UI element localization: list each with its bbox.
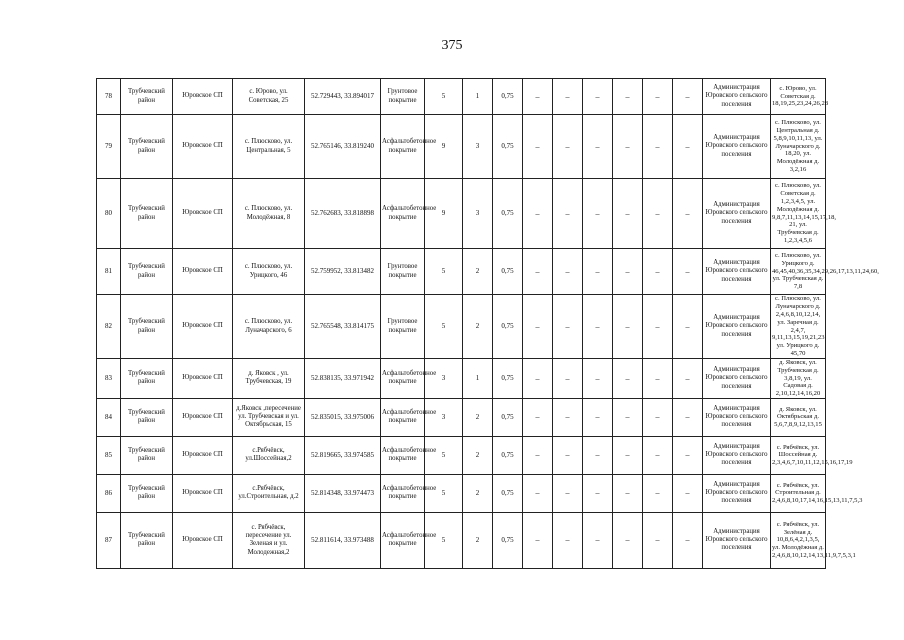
dash-cell: –	[643, 249, 673, 295]
district-cell: Трубчевский район	[121, 512, 173, 568]
address-cell: д. Яковск , ул. Трубчевская, 19	[233, 359, 305, 399]
coordinates-cell: 52.765548, 33.814175	[305, 295, 381, 359]
dash-cell: –	[583, 179, 613, 249]
surface-cell: Грунтовое покрытие	[381, 249, 425, 295]
area-cell: 5	[425, 474, 463, 512]
dash-cell: –	[553, 359, 583, 399]
dash-cell: –	[553, 512, 583, 568]
volume-cell: 0,75	[493, 359, 523, 399]
dash-cell: –	[553, 436, 583, 474]
area-cell: 5	[425, 249, 463, 295]
dash-cell: –	[643, 512, 673, 568]
table-row	[97, 474, 826, 512]
dash-cell: –	[673, 295, 703, 359]
owner-cell: Администрация Юровского сельского поселения	[703, 79, 771, 115]
district-cell: Трубчевский район	[121, 115, 173, 179]
row-number: 81	[97, 249, 121, 295]
settlement-cell: Юровское СП	[173, 249, 233, 295]
table-row	[97, 295, 826, 359]
owner-cell: Администрация Юровского сельского поселения	[703, 436, 771, 474]
dash-cell: –	[523, 436, 553, 474]
dash-cell: –	[553, 79, 583, 115]
surface-cell: Асфальтобетонное покрытие	[381, 512, 425, 568]
table-row	[97, 115, 826, 179]
table-row	[97, 359, 826, 399]
row-number: 84	[97, 398, 121, 436]
volume-cell: 0,75	[493, 179, 523, 249]
dash-cell: –	[583, 436, 613, 474]
dash-cell: –	[523, 179, 553, 249]
settlement-cell: Юровское СП	[173, 359, 233, 399]
address-cell: с. Плюсково, ул. Молодёжная, 8	[233, 179, 305, 249]
volume-cell: 0,75	[493, 79, 523, 115]
dash-cell: –	[613, 436, 643, 474]
dash-cell: –	[673, 115, 703, 179]
served-addresses-cell: д. Яковск, ул. Октябрьская д. 5,6,7,8,9,12,13,15	[771, 398, 826, 436]
owner-cell: Администрация Юровского сельского поселения	[703, 359, 771, 399]
address-cell: д.Яковск ,пересечение ул. Трубчевская и ул. Октябрьская, 15	[233, 398, 305, 436]
owner-cell: Администрация Юровского сельского поселения	[703, 398, 771, 436]
dash-cell: –	[553, 249, 583, 295]
district-cell: Трубчевский район	[121, 295, 173, 359]
volume-cell: 0,75	[493, 295, 523, 359]
area-cell: 5	[425, 295, 463, 359]
containers-cell: 1	[463, 359, 493, 399]
dash-cell: –	[583, 398, 613, 436]
dash-cell: –	[613, 295, 643, 359]
containers-cell: 3	[463, 115, 493, 179]
dash-cell: –	[553, 115, 583, 179]
dash-cell: –	[643, 179, 673, 249]
dash-cell: –	[673, 249, 703, 295]
coordinates-cell: 52.819665, 33.974585	[305, 436, 381, 474]
table-row	[97, 512, 826, 568]
row-number: 82	[97, 295, 121, 359]
dash-cell: –	[583, 79, 613, 115]
dash-cell: –	[613, 359, 643, 399]
surface-cell: Грунтовое покрытие	[381, 79, 425, 115]
owner-cell: Администрация Юровского сельского поселения	[703, 295, 771, 359]
coordinates-cell: 52.759952, 33.813482	[305, 249, 381, 295]
served-addresses-cell: с. Рябчёвск, ул. Строительная д. 2,4,6,8,10,17,14,16,15,13,11,7,5,3	[771, 474, 826, 512]
dash-cell: –	[553, 295, 583, 359]
district-cell: Трубчевский район	[121, 436, 173, 474]
dash-cell: –	[613, 79, 643, 115]
volume-cell: 0,75	[493, 436, 523, 474]
owner-cell: Администрация Юровского сельского поселения	[703, 474, 771, 512]
page-number: 375	[441, 38, 463, 53]
volume-cell: 0,75	[493, 512, 523, 568]
served-addresses-cell: д. Яковск, ул. Трубчевская д. 3,8,19, ул. Садовая д. 2,10,12,14,16,20	[771, 359, 826, 399]
owner-cell: Администрация Юровского сельского поселения	[703, 249, 771, 295]
row-number: 80	[97, 179, 121, 249]
owner-cell: Администрация Юровского сельского поселения	[703, 115, 771, 179]
waste-sites-table	[96, 78, 879, 569]
address-cell: с. Плюсково, ул. Центральная, 5	[233, 115, 305, 179]
row-number: 86	[97, 474, 121, 512]
dash-cell: –	[583, 474, 613, 512]
table-row	[97, 79, 826, 115]
dash-cell: –	[643, 474, 673, 512]
volume-cell: 0,75	[493, 398, 523, 436]
dash-cell: –	[583, 359, 613, 399]
dash-cell: –	[673, 79, 703, 115]
coordinates-cell: 52.762683, 33.818898	[305, 179, 381, 249]
settlement-cell: Юровское СП	[173, 115, 233, 179]
volume-cell: 0,75	[493, 249, 523, 295]
dash-cell: –	[613, 115, 643, 179]
row-number: 87	[97, 512, 121, 568]
containers-cell: 3	[463, 179, 493, 249]
served-addresses-cell: с. Рябчёвск, ул. Шоссейная д. 2,3,4,6,7,10,11,12,15,16,17,19	[771, 436, 826, 474]
dash-cell: –	[523, 115, 553, 179]
area-cell: 3	[425, 398, 463, 436]
dash-cell: –	[673, 474, 703, 512]
dash-cell: –	[613, 398, 643, 436]
containers-cell: 1	[463, 79, 493, 115]
address-cell: с. Плюсково, ул. Урицкого, 46	[233, 249, 305, 295]
table-row	[97, 179, 826, 249]
containers-cell: 2	[463, 512, 493, 568]
district-cell: Трубчевский район	[121, 359, 173, 399]
row-number: 79	[97, 115, 121, 179]
settlement-cell: Юровское СП	[173, 512, 233, 568]
dash-cell: –	[523, 79, 553, 115]
settlement-cell: Юровское СП	[173, 295, 233, 359]
containers-cell: 2	[463, 474, 493, 512]
row-number: 78	[97, 79, 121, 115]
dash-cell: –	[643, 79, 673, 115]
table-row	[97, 436, 826, 474]
district-cell: Трубчевский район	[121, 398, 173, 436]
district-cell: Трубчевский район	[121, 474, 173, 512]
address-cell: с.Рябчёвск, ул.Строительная, д.2	[233, 474, 305, 512]
dash-cell: –	[583, 115, 613, 179]
coordinates-cell: 52.838135, 33.971942	[305, 359, 381, 399]
dash-cell: –	[613, 512, 643, 568]
served-addresses-cell: с. Плюсково, ул. Луначарского д. 2,4,6,8,10,12,14, ул. Заречная д. 2,4,7, 9,11,13,15,19,21,23 ул. Урицкого д. 45,70	[772, 295, 825, 357]
served-addresses-cell: с. Плюсково, ул. Урицкого д. 46,45,40,36,35,34,29,26,17,13,11,24,60, ул. Трубчевская д. 7,8	[771, 249, 826, 295]
dash-cell: –	[643, 295, 673, 359]
district-cell: Трубчевский район	[121, 249, 173, 295]
dash-cell: –	[673, 179, 703, 249]
address-cell: с. Рябчёвск, пересечение ул. Зеленая и ул. Молодежная,2	[233, 512, 305, 568]
dash-cell: –	[613, 474, 643, 512]
surface-cell: Грунтовое покрытие	[381, 295, 425, 359]
address-cell: с.Рябчёвск, ул.Шоссейная,2	[233, 436, 305, 474]
settlement-cell: Юровское СП	[173, 474, 233, 512]
dash-cell: –	[673, 398, 703, 436]
dash-cell: –	[643, 115, 673, 179]
settlement-cell: Юровское СП	[173, 398, 233, 436]
dash-cell: –	[673, 512, 703, 568]
dash-cell: –	[643, 359, 673, 399]
address-cell: с. Плюсково, ул. Луначарского, 6	[233, 295, 305, 359]
dash-cell: –	[523, 512, 553, 568]
area-cell: 9	[425, 115, 463, 179]
volume-cell: 0,75	[493, 474, 523, 512]
served-addresses-cell: с. Рябчёвск, ул. Зелёная д. 10,8,6,4,2,1,3,5, ул. Молодёжная д. 2,4,6,8,10,12,14,13,11,9,7,5,3,1	[771, 512, 826, 568]
dash-cell: –	[643, 436, 673, 474]
area-cell: 5	[425, 512, 463, 568]
area-cell: 3	[425, 359, 463, 399]
coordinates-cell: 52.729443, 33.894017	[305, 79, 381, 115]
row-number: 83	[97, 359, 121, 399]
owner-cell: Администрация Юровского сельского поселения	[703, 512, 771, 568]
coordinates-cell: 52.811614, 33.973488	[305, 512, 381, 568]
surface-cell: Асфальтобетонное покрытие	[381, 436, 425, 474]
dash-cell: –	[553, 474, 583, 512]
coordinates-cell: 52.835015, 33.975006	[305, 398, 381, 436]
dash-cell: –	[523, 249, 553, 295]
dash-cell: –	[673, 436, 703, 474]
coordinates-cell: 52.765146, 33.819240	[305, 115, 381, 179]
dash-cell: –	[583, 295, 613, 359]
served-addresses-cell: с. Юрово, ул. Советская д. 18,19,25,23,24,26,28	[771, 79, 826, 115]
surface-cell: Асфальтобетонное покрытие	[381, 115, 425, 179]
settlement-cell: Юровское СП	[173, 179, 233, 249]
served-addresses-cell: с. Плюсково, ул. Центральная д. 5,8,9,10,11,13, ул. Луначарского д. 18,20, ул. Молодёжная д. 3,2,16	[771, 115, 826, 179]
dash-cell: –	[583, 249, 613, 295]
surface-cell: Асфальтобетонное покрытие	[381, 398, 425, 436]
dash-cell: –	[523, 295, 553, 359]
containers-cell: 2	[463, 295, 493, 359]
served-addresses-cell: с. Плюсково, ул. Советская д. 1,2,3,4,5, ул. Молодёжная д. 9,8,7,11,13,14,15,17,18, 21, ул. Трубчевская д. 1,2,3,4,5,6	[771, 179, 826, 249]
dash-cell: –	[673, 359, 703, 399]
dash-cell: –	[523, 398, 553, 436]
coordinates-cell: 52.814348, 33.974473	[305, 474, 381, 512]
row-number: 85	[97, 436, 121, 474]
address-cell: с. Юрово, ул. Советская, 25	[233, 79, 305, 115]
dash-cell: –	[583, 512, 613, 568]
dash-cell: –	[523, 359, 553, 399]
area-cell: 5	[425, 79, 463, 115]
district-cell: Трубчевский район	[121, 79, 173, 115]
dash-cell: –	[613, 179, 643, 249]
district-cell: Трубчевский район	[121, 179, 173, 249]
surface-cell: Асфальтобетонное покрытие	[381, 359, 425, 399]
area-cell: 5	[425, 436, 463, 474]
volume-cell: 0,75	[493, 115, 523, 179]
settlement-cell: Юровское СП	[173, 436, 233, 474]
dash-cell: –	[613, 249, 643, 295]
owner-cell: Администрация Юровского сельского поселения	[703, 179, 771, 249]
containers-cell: 2	[463, 249, 493, 295]
table-row	[97, 249, 826, 295]
area-cell: 9	[425, 179, 463, 249]
settlement-cell: Юровское СП	[173, 79, 233, 115]
surface-cell: Асфальтобетонное покрытие	[381, 474, 425, 512]
dash-cell: –	[523, 474, 553, 512]
table-row	[97, 398, 826, 436]
dash-cell: –	[553, 179, 583, 249]
dash-cell: –	[553, 398, 583, 436]
surface-cell: Асфальтобетонное покрытие	[381, 179, 425, 249]
dash-cell: –	[643, 398, 673, 436]
containers-cell: 2	[463, 436, 493, 474]
containers-cell: 2	[463, 398, 493, 436]
